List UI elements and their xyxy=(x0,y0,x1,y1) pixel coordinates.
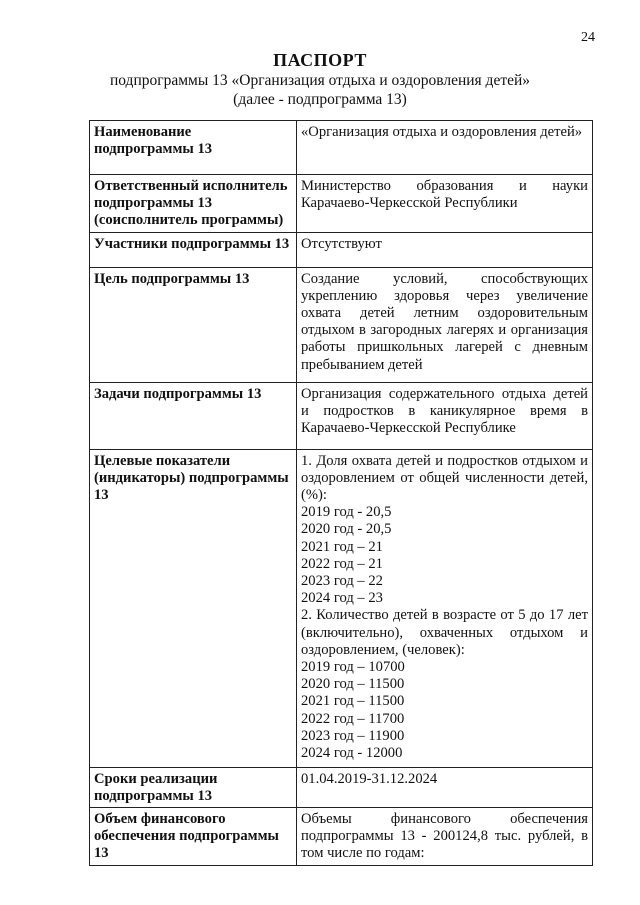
row-label: Объем финансового обеспечения подпрограммы 13 xyxy=(90,808,297,866)
row-value xyxy=(297,121,593,175)
row-value xyxy=(297,267,593,382)
row-value-line: Организация содержательного отдыха детей и подростков в каникулярное время в Карачаево-Черкесской Республике xyxy=(301,385,588,437)
indicator-line: 2024 год – 23 xyxy=(301,590,383,607)
indicator-line: 2022 год – 21 xyxy=(301,555,383,572)
page-number: 24 xyxy=(581,30,595,45)
row-label: Сроки реализации подпрограммы 13 xyxy=(90,767,297,807)
table-row xyxy=(90,808,593,866)
indicator-line: 2019 год - 20,5 xyxy=(301,504,392,521)
row-label: Ответственный исполнитель подпрограммы 13 (соисполнитель программы) xyxy=(90,175,297,233)
row-label: Цель подпрограммы 13 xyxy=(90,267,297,382)
indicator-line: 2020 год - 20,5 xyxy=(301,521,392,538)
subtitle-line: подпрограммы 13 «Организация отдыха и оздоровления детей» xyxy=(109,72,531,89)
row-value xyxy=(297,449,593,767)
indicator-line: 2022 год – 11700 xyxy=(301,710,405,727)
row-value-line: Отсутствуют xyxy=(301,235,382,252)
table-row xyxy=(90,382,593,449)
row-value-line: 01.04.2019-31.12.2024 xyxy=(301,770,438,787)
subtitle-line: (далее - подпрограмма 13) xyxy=(233,91,407,108)
document-title: ПАСПОРТ xyxy=(273,50,367,70)
row-value-line: Создание условий, способствующих укреплению здоровья через увеличение охвата детей летним оздоровительным отдыхом в загородных лагерях и организация работы пришкольных лагерей с дневным пребыванием детей xyxy=(301,270,588,373)
indicator-line: 2020 год – 11500 xyxy=(301,676,405,693)
row-value-line: Министерство образования и науки Карачаево-Черкесской Республики xyxy=(301,178,588,212)
row-label: Задачи подпрограммы 13 xyxy=(90,382,297,449)
row-label: Целевые показатели (индикаторы) подпрограммы 13 xyxy=(90,449,297,767)
indicator-line: 1. Доля охвата детей и подростков отдыхом и оздоровлением от общей численности детей, (%): xyxy=(301,452,588,504)
row-value-line: Объемы финансового обеспечения подпрограммы 13 - 200124,8 тыс. рублей, в том числе по годам: xyxy=(301,811,588,862)
indicator-line: 2023 год – 11900 xyxy=(301,727,405,744)
table-row xyxy=(90,449,593,767)
table-row xyxy=(90,767,593,807)
indicator-line: 2023 год – 22 xyxy=(301,573,383,590)
indicator-line: 2021 год – 21 xyxy=(301,538,383,555)
row-value-line: «Организация отдыха и оздоровления детей» xyxy=(301,124,583,140)
row-value xyxy=(297,175,593,233)
table-row xyxy=(90,121,593,175)
row-label: Наименование подпрограммы 13 xyxy=(90,121,297,175)
indicator-line: 2021 год – 11500 xyxy=(301,693,405,710)
table-row xyxy=(90,267,593,382)
table-row xyxy=(90,232,593,267)
indicator-line: 2. Количество детей в возрасте от 5 до 17 лет (включительно), охваченных отдыхом и оздоровлением, (человек): xyxy=(301,607,588,658)
table-row xyxy=(90,175,593,233)
row-value xyxy=(297,382,593,449)
document-subtitle xyxy=(0,71,640,109)
row-label: Участники подпрограммы 13 xyxy=(90,232,297,267)
indicator-line: 2019 год – 10700 xyxy=(301,659,405,676)
row-value xyxy=(297,232,593,267)
row-value xyxy=(297,808,593,866)
passport-table xyxy=(89,120,593,866)
row-value xyxy=(297,767,593,807)
indicator-line: 2024 год - 12000 xyxy=(301,745,403,762)
